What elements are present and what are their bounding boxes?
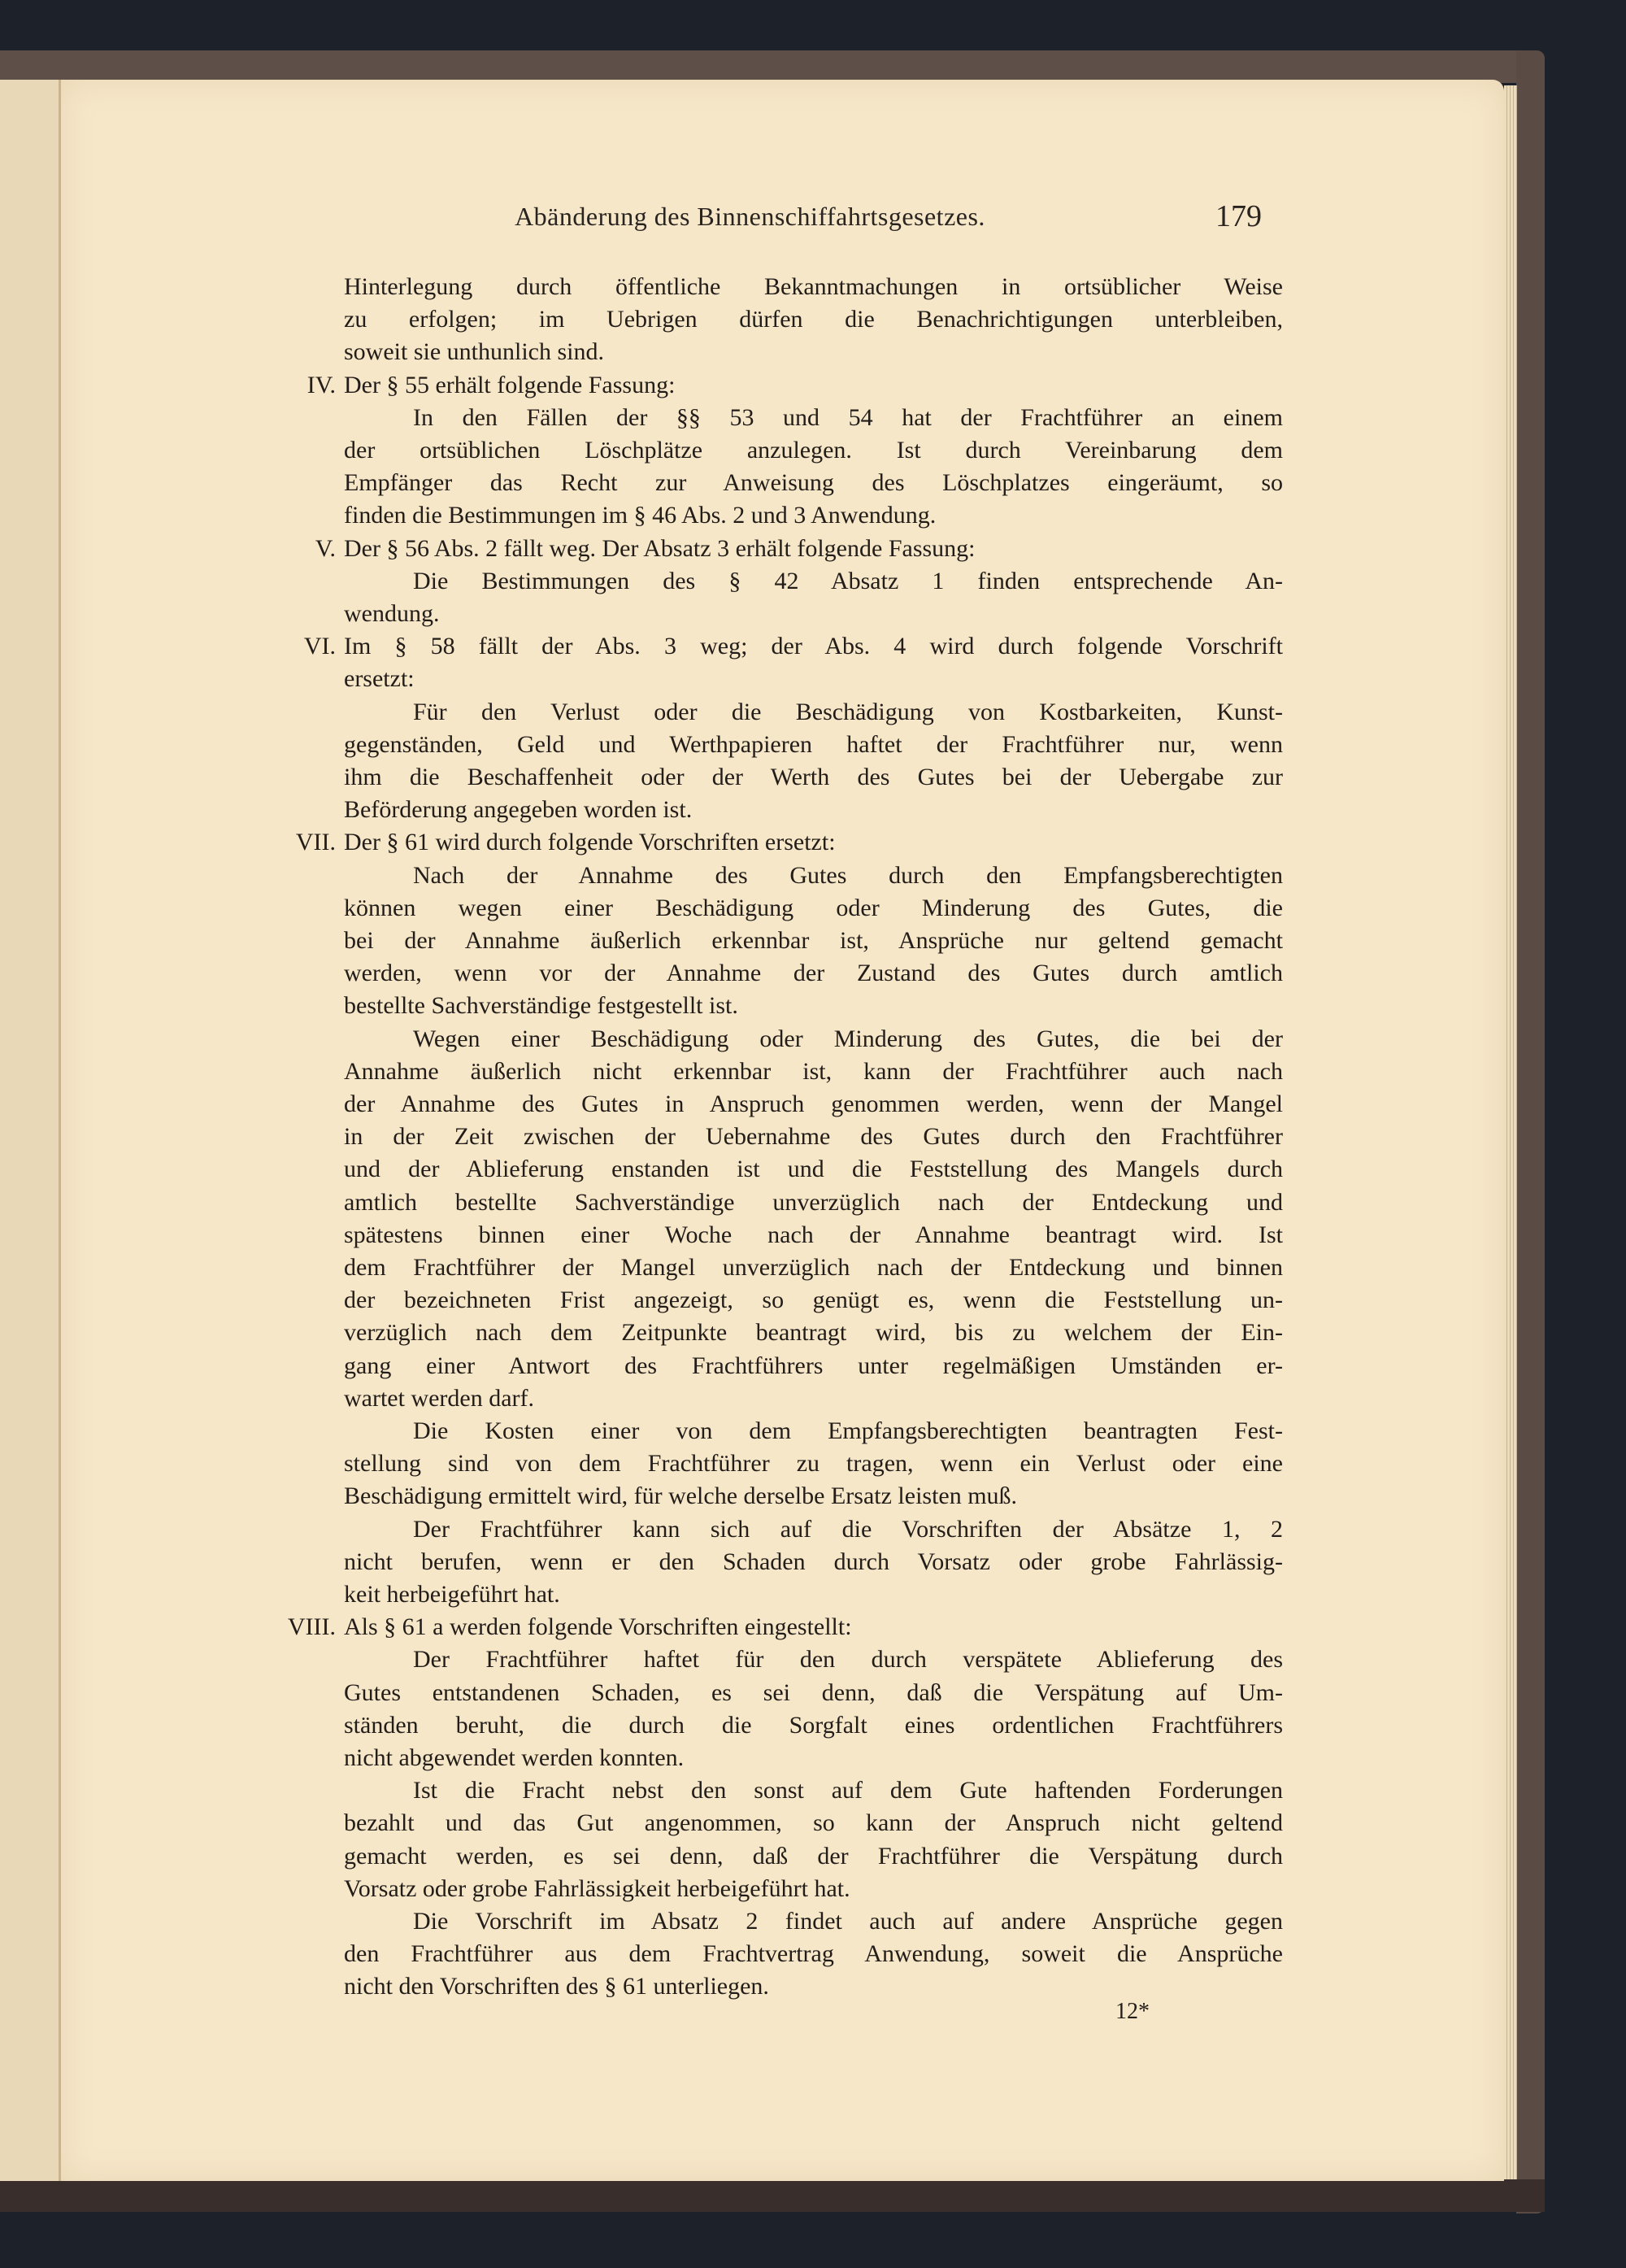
book-cover-top <box>0 50 1545 83</box>
text-line: können wegen einer Beschädigung oder Minderung des Gutes, die <box>344 895 1283 921</box>
text-line: bezahlt und das Gut angenommen, so kann der Anspruch nicht geltend <box>344 1809 1283 1836</box>
text-line: Der Frachtführer haftet für den durch verspätete Ablieferung des <box>413 1646 1283 1673</box>
text-line: verzüglich nach dem Zeitpunkte beantragt wird, bis zu welchem der Ein- <box>344 1319 1283 1346</box>
section-numeral: VI. <box>303 633 336 660</box>
text-line: gemacht werden, es sei denn, daß der Frachtführer die Verspätung durch <box>344 1843 1283 1870</box>
text-line: bei der Annahme äußerlich erkennbar ist, Ansprüche nur geltend gemacht <box>344 927 1283 954</box>
text-line: zu erfolgen; im Uebrigen dürfen die Benachrichtigungen unterbleiben, <box>344 306 1283 333</box>
text-line: amtlich bestellte Sachverständige unverzüglich nach der Entdeckung und <box>344 1189 1283 1216</box>
text-line: In den Fällen der §§ 53 und 54 hat der Frachtführer an einem <box>413 404 1283 431</box>
page-edges <box>1504 85 1517 2179</box>
section-numeral: IV. <box>307 372 336 398</box>
text-line: der bezeichneten Frist angezeigt, so genügt es, wenn die Feststellung un- <box>344 1286 1283 1313</box>
text-line: stellung sind von dem Frachtführer zu tragen, wenn ein Verlust oder eine <box>344 1450 1283 1477</box>
text-line: gegenständen, Geld und Werthpapieren haftet der Frachtführer nur, wenn <box>344 731 1283 758</box>
text-line: Im § 58 fällt der Abs. 3 weg; der Abs. 4 wird durch folgende Vorschrift <box>344 633 1283 660</box>
text-line: nicht den Vorschriften des § 61 unterliegen. <box>344 1973 769 2000</box>
text-line: Die Bestimmungen des § 42 Absatz 1 finden entsprechende An- <box>413 568 1283 594</box>
text-line: ständen beruht, die durch die Sorgfalt eines ordentlichen Frachtführers <box>344 1712 1283 1739</box>
text-line: Annahme äußerlich nicht erkennbar ist, kann der Frachtführer auch nach <box>344 1058 1283 1085</box>
text-line: keit herbeigeführt hat. <box>344 1581 560 1608</box>
signature-mark: 12* <box>1115 1999 1150 2024</box>
text-line: soweit sie unthunlich sind. <box>344 338 604 365</box>
text-line: Der § 61 wird durch folgende Vorschriften ersetzt: <box>344 829 836 855</box>
text-line: Der § 55 erhält folgende Fassung: <box>344 372 676 398</box>
text-line: in der Zeit zwischen der Uebernahme des Gutes durch den Frachtführer <box>344 1123 1283 1150</box>
book-cover-right <box>1516 50 1545 2214</box>
text-line: Die Vorschrift im Absatz 2 findet auch auf andere Ansprüche gegen <box>413 1908 1283 1935</box>
text-line: spätestens binnen einer Woche nach der Annahme beantragt wird. Ist <box>344 1221 1283 1248</box>
text-line: der Annahme des Gutes in Anspruch genommen werden, wenn der Mangel <box>344 1090 1283 1117</box>
running-header: Abänderung des Binnenschiffahrtsgesetzes. <box>515 202 985 231</box>
text-line: wendung. <box>344 600 440 627</box>
text-line: Die Kosten einer von dem Empfangsberechtigten beantragten Fest- <box>413 1417 1283 1444</box>
text-line: der ortsüblichen Löschplätze anzulegen. Ist durch Vereinbarung dem <box>344 437 1283 464</box>
text-line: Vorsatz oder grobe Fahrlässigkeit herbeigeführt hat. <box>344 1875 850 1902</box>
text-line: werden, wenn vor der Annahme der Zustand des Gutes durch amtlich <box>344 960 1283 986</box>
text-line: wartet werden darf. <box>344 1385 535 1412</box>
text-line: ihm die Beschaffenheit oder der Werth des Gutes bei der Uebergabe zur <box>344 764 1283 790</box>
section-numeral: VII. <box>295 829 336 855</box>
text-line: Der § 56 Abs. 2 fällt weg. Der Absatz 3 erhält folgende Fassung: <box>344 535 976 562</box>
text-line: Der Frachtführer kann sich auf die Vorschriften der Absätze 1, 2 <box>413 1516 1283 1543</box>
page-number: 179 <box>1215 199 1262 233</box>
facing-page-edge <box>0 80 61 2181</box>
text-line: Beschädigung ermittelt wird, für welche derselbe Ersatz leisten muß. <box>344 1482 1018 1509</box>
text-line: nicht berufen, wenn er den Schaden durch Vorsatz oder grobe Fahrlässig- <box>344 1548 1283 1575</box>
text-line: ersetzt: <box>344 665 415 692</box>
text-line: finden die Bestimmungen im § 46 Abs. 2 und 3 Anwendung. <box>344 502 937 529</box>
text-line: den Frachtführer aus dem Frachtvertrag Anwendung, soweit die Ansprüche <box>344 1940 1283 1967</box>
section-numeral: V. <box>315 535 336 562</box>
text-line: Empfänger das Recht zur Anweisung des Löschplatzes eingeräumt, so <box>344 469 1283 496</box>
text-line: Für den Verlust oder die Beschädigung von Kostbarkeiten, Kunst- <box>413 699 1283 725</box>
text-line: nicht abgewendet werden konnten. <box>344 1744 685 1771</box>
text-line: Hinterlegung durch öffentliche Bekanntmachungen in ortsüblicher Weise <box>344 273 1283 300</box>
text-line: Gutes entstandenen Schaden, es sei denn, daß die Verspätung auf Um- <box>344 1679 1283 1706</box>
text-line: Nach der Annahme des Gutes durch den Empfangsberechtigten <box>413 862 1283 889</box>
text-line: bestellte Sachverständige festgestellt ist. <box>344 992 738 1019</box>
book-cover-bottom <box>0 2179 1545 2212</box>
section-numeral: VIII. <box>287 1613 336 1640</box>
text-line: Wegen einer Beschädigung oder Minderung des Gutes, die bei der <box>413 1025 1283 1052</box>
text-line: Ist die Fracht nebst den sonst auf dem Gute haftenden Forderungen <box>413 1777 1283 1804</box>
text-line: Beförderung angegeben worden ist. <box>344 796 693 823</box>
text-line: gang einer Antwort des Frachtführers unter regelmäßigen Umständen er- <box>344 1352 1283 1379</box>
text-line: und der Ablieferung enstanden ist und die Feststellung des Mangels durch <box>344 1156 1283 1182</box>
text-line: Als § 61 a werden folgende Vorschriften eingestellt: <box>344 1613 852 1640</box>
text-line: dem Frachtführer der Mangel unverzüglich nach der Entdeckung und binnen <box>344 1254 1283 1281</box>
